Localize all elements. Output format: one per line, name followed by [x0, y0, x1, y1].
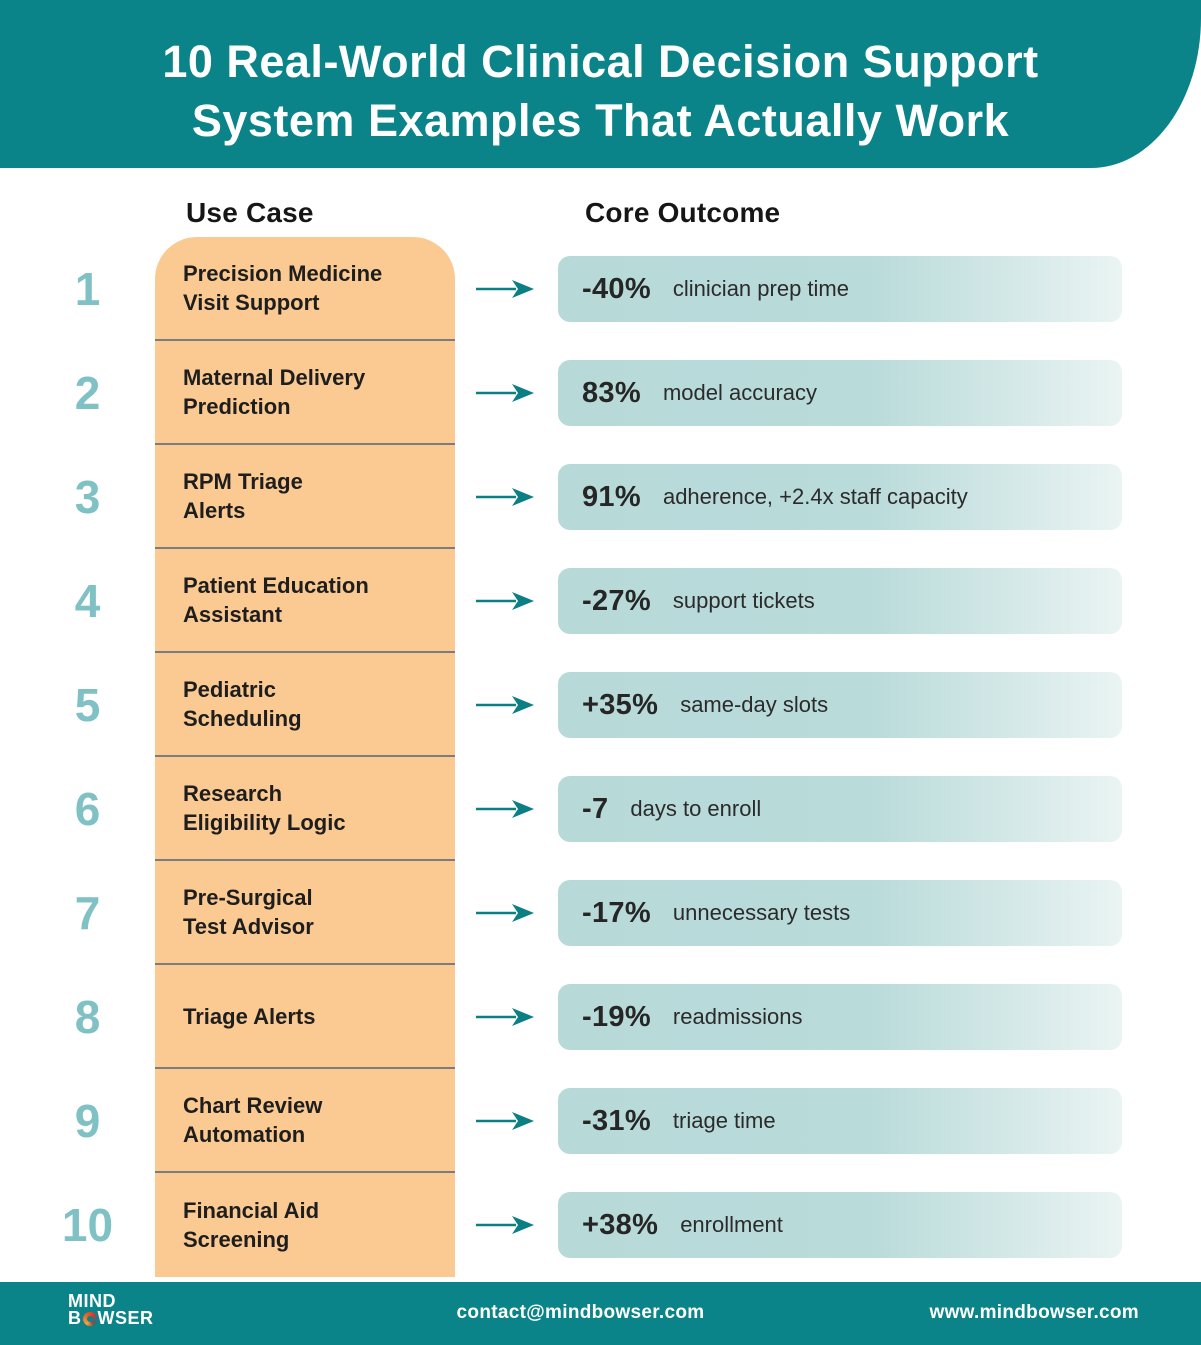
website-link[interactable]: www.mindbowser.com: [929, 1302, 1139, 1323]
use-case-cell: [155, 1069, 455, 1173]
row-number: 6: [74, 783, 101, 835]
outcome-box: [558, 984, 1122, 1050]
outcome-description: readmissions: [672, 1004, 803, 1029]
right-arrow-icon: [474, 1005, 534, 1029]
use-case-label: Pediatric: [183, 677, 276, 702]
row-number: 3: [74, 471, 101, 523]
logo-line2-pre: B: [68, 1308, 82, 1328]
outcome-box: [558, 1088, 1122, 1154]
row-number: 10: [61, 1199, 114, 1251]
outcome-stat: -19%: [582, 1000, 651, 1033]
row-number: 8: [74, 991, 101, 1043]
right-arrow-icon: [474, 693, 534, 717]
outcome-description: unnecessary tests: [672, 900, 851, 925]
use-case-cell: [155, 653, 455, 757]
row-number: 9: [74, 1095, 101, 1147]
outcome-box: [558, 672, 1122, 738]
use-case-label: Scheduling: [183, 706, 302, 731]
core-outcome-column-header: Core Outcome: [585, 197, 781, 228]
outcome-box: [558, 568, 1122, 634]
outcome-description: model accuracy: [662, 380, 818, 405]
use-case-label: Automation: [183, 1122, 306, 1147]
logo-line1: MIND: [68, 1291, 116, 1311]
use-case-label: Eligibility Logic: [183, 810, 346, 835]
use-case-column: [155, 237, 455, 1277]
outcome-description: triage time: [672, 1108, 776, 1133]
use-case-label: Assistant: [183, 602, 283, 627]
use-case-cell: [155, 1173, 455, 1277]
outcome-description: same-day slots: [680, 692, 829, 717]
row-number: 2: [74, 367, 101, 419]
row-number: 1: [74, 263, 101, 315]
right-arrow-icon: [474, 797, 534, 821]
footer-bar: [0, 1282, 1201, 1345]
contact-email-link[interactable]: contact@mindbowser.com: [456, 1302, 705, 1323]
right-arrow-icon: [474, 901, 534, 925]
row-number: 7: [74, 887, 101, 939]
use-case-label: Patient Education: [183, 573, 369, 598]
outcome-description: enrollment: [680, 1212, 783, 1237]
outcome-box: [558, 880, 1122, 946]
outcome-box: [558, 776, 1122, 842]
use-case-cell: [155, 965, 455, 1069]
outcome-stat: -17%: [582, 896, 651, 929]
use-case-label: Pre-Surgical: [183, 885, 313, 910]
use-case-cell: [155, 237, 455, 341]
use-case-label: Maternal Delivery: [183, 365, 366, 390]
right-arrow-icon: [474, 485, 534, 509]
right-arrow-icon: [474, 277, 534, 301]
outcome-box: [558, 256, 1122, 322]
outcome-stat: +35%: [582, 688, 659, 721]
use-case-label: Precision Medicine: [183, 261, 383, 286]
use-case-label: Research: [183, 781, 283, 806]
right-arrow-icon: [474, 1109, 534, 1133]
right-arrow-icon: [474, 1213, 534, 1237]
outcome-description: adherence, +2.4x staff capacity: [662, 484, 968, 509]
use-case-label: Financial Aid: [183, 1198, 320, 1223]
outcome-box: [558, 1192, 1122, 1258]
use-case-cell: [155, 445, 455, 549]
header-banner: [0, 0, 1201, 168]
page-title-line2: System Examples That Actually Work: [191, 95, 1010, 146]
use-case-cell: [155, 549, 455, 653]
outcome-stat: -27%: [582, 584, 651, 617]
use-case-label: Alerts: [183, 498, 246, 523]
use-case-label: RPM Triage: [183, 469, 303, 494]
outcome-stat: -40%: [582, 272, 651, 305]
outcome-stat: 83%: [582, 376, 641, 409]
use-case-label: Visit Support: [183, 290, 320, 315]
right-arrow-icon: [474, 381, 534, 405]
outcome-stat: -31%: [582, 1104, 651, 1137]
use-case-cell: [155, 861, 455, 965]
use-case-cell: [155, 757, 455, 861]
use-case-cell: [155, 341, 455, 445]
use-case-label: Chart Review: [183, 1093, 323, 1118]
use-case-label: Test Advisor: [183, 914, 314, 939]
outcome-box: [558, 360, 1122, 426]
outcome-description: clinician prep time: [672, 276, 849, 301]
use-case-column-header: Use Case: [186, 197, 314, 228]
use-case-label: Prediction: [183, 394, 291, 419]
outcome-stat: 91%: [582, 480, 641, 513]
outcome-stat: +38%: [582, 1208, 659, 1241]
page-title: [0, 0, 1201, 150]
outcome-description: support tickets: [672, 588, 815, 613]
page-title-line1: 10 Real-World Clinical Decision Support: [162, 36, 1039, 87]
outcome-stat: -7: [582, 792, 609, 825]
use-case-label: Triage Alerts: [183, 1003, 316, 1029]
use-case-label: Screening: [183, 1227, 290, 1252]
outcome-box: [558, 464, 1122, 530]
logo-line2-post: WSER: [97, 1308, 154, 1328]
row-number: 5: [74, 679, 101, 731]
outcome-description: days to enroll: [630, 796, 762, 821]
row-number: 4: [74, 575, 101, 627]
right-arrow-icon: [474, 589, 534, 613]
